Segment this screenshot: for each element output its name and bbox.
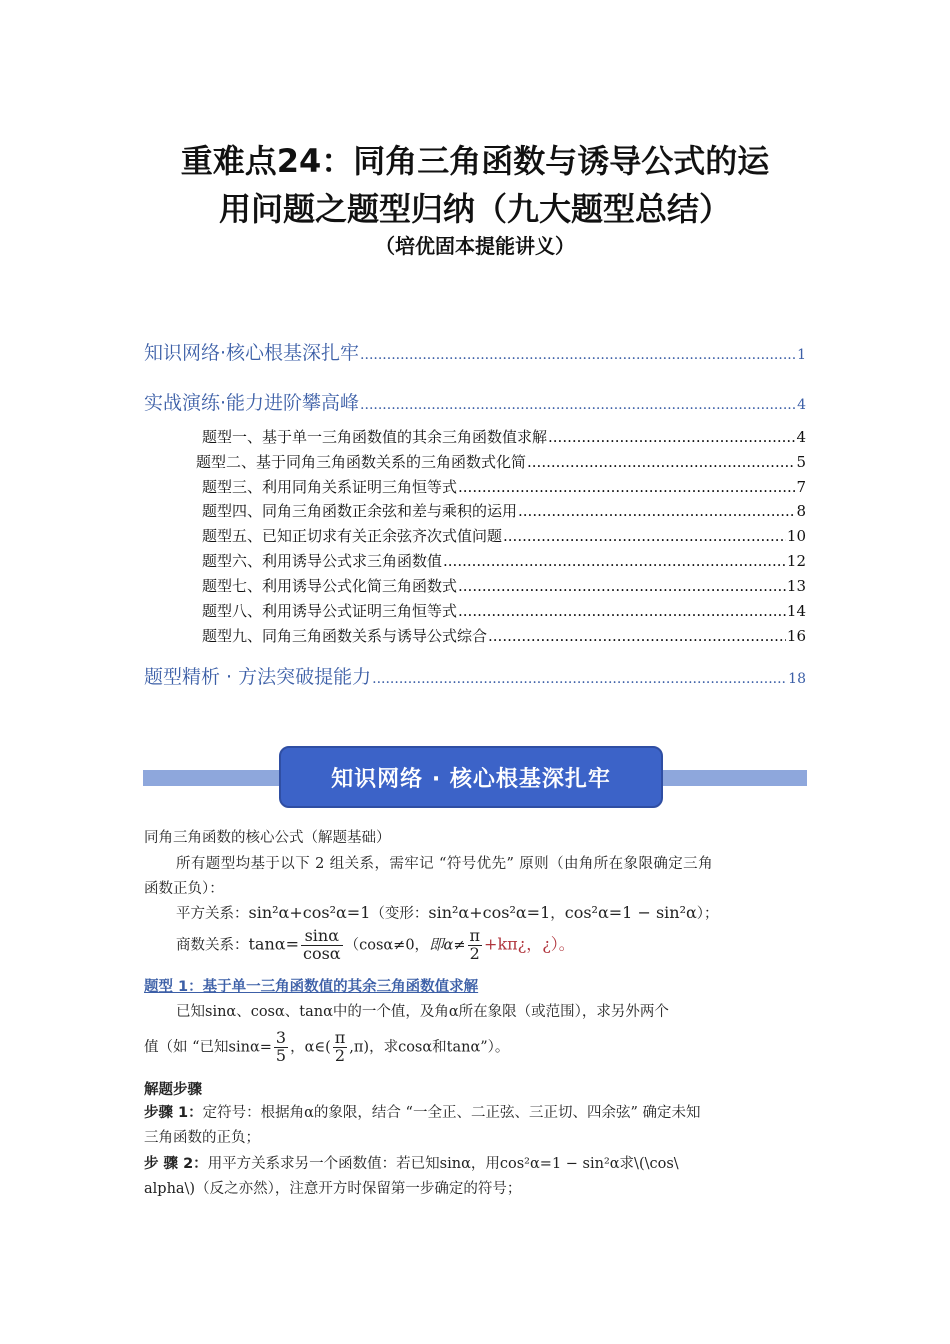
square-end: ）； (696, 906, 719, 922)
step2-line2: alpha\)（反之亦然），注意开方时保留第一步确定的符号； (144, 1181, 522, 1197)
intro-line: 所有题型均基于以下 2 组关系，需牢记 “符号优先” 原则（由角所在象限确定三角 (176, 856, 713, 872)
intro-heading: 同角三角函数的核心公式（解题基础） (144, 830, 391, 846)
toc-sub-text: 题型三、利用同角关系证明三角恒等式 (202, 478, 458, 496)
toc-sub-text: 题型四、同角三角函数正余弦和差与乘积的运用 (202, 502, 518, 520)
page-title-line2: 用问题之题型归纳（九大题型总结） (218, 190, 731, 228)
toc-sub-entry[interactable] (202, 600, 806, 621)
square-label: 平方关系： (176, 906, 249, 922)
toc-page-number: 4 (796, 428, 806, 446)
toc-sub-entry[interactable] (202, 525, 806, 546)
toc-page-number: 4 (797, 397, 806, 413)
step2-line1 (144, 1152, 679, 1173)
toc-sub-text: 题型二、基于同角三角函数关系的三角函数式化简 (196, 453, 527, 471)
toc-leader (443, 552, 786, 570)
quotient-relation (176, 928, 575, 963)
toc-sub-text: 题型一、基于单一三角函数值的其余三角函数值求解 (202, 428, 548, 446)
toc-page-number: 5 (796, 453, 806, 471)
type1-line2-c: ,π)，求cosα和tanα”）。 (349, 1039, 510, 1056)
step2-label: 步 骤 2： (144, 1156, 208, 1172)
toc-page-number: 16 (786, 627, 806, 645)
quot-condition: （cosα≠0， (344, 937, 430, 954)
two-denominator: 2 (334, 1045, 346, 1065)
quot-denominator: cosα (302, 943, 341, 963)
toc-sub-text: 题型五、已知正切求有关正余弦齐次式值问题 (202, 527, 503, 545)
toc-sub-text: 题型八、利用诱导公式证明三角恒等式 (202, 602, 458, 620)
toc-page-number: 13 (786, 577, 806, 595)
toc-leader (503, 527, 786, 545)
toc-sub-entry[interactable] (202, 575, 806, 596)
toc-sub-text: 题型九、同角三角函数关系与诱导公式综合 (202, 627, 488, 645)
toc-page-number: 18 (788, 671, 806, 687)
two-denominator: 2 (469, 943, 480, 963)
type1-line2 (144, 1030, 509, 1065)
quot-k-term: +kπ¿，¿）。 (484, 934, 575, 954)
toc-leader (458, 577, 786, 595)
toc-leader (527, 453, 795, 471)
toc-main-entry[interactable] (144, 388, 806, 415)
toc-main-text: 题型精析 · 方法突破提能力 (144, 666, 372, 688)
toc-main-entry[interactable] (144, 662, 806, 689)
square-formula: sin²α+cos²α=1 (248, 903, 371, 922)
page-subtitle: （培优固本提能讲义） (375, 234, 575, 258)
toc-sub-entry[interactable] (202, 625, 806, 646)
square-variant-1: sin²α+cos²α=1 (428, 903, 551, 922)
toc-page-number: 12 (786, 552, 806, 570)
square-variant-2: cos²α=1 − sin²α (564, 903, 697, 922)
quot-numerator: sinα (301, 928, 343, 946)
steps-heading: 解题步骤 (144, 1082, 202, 1098)
toc-page-number: 14 (786, 602, 806, 620)
toc-sub-entry[interactable] (202, 500, 806, 521)
type1-heading: 题型 1：基于单一三角函数值的其余三角函数值求解 (144, 979, 479, 995)
toc-sub-entry[interactable] (202, 426, 806, 447)
type1-line2-b: ，α∈( (290, 1039, 331, 1056)
toc-leader (360, 347, 796, 363)
toc-page-number: 7 (796, 478, 806, 496)
square-variant-label: （变形： (370, 906, 429, 922)
quot-fraction (301, 928, 343, 963)
quot-condition-2: 即α≠ (429, 937, 466, 954)
step2-text: 用平方关系求另一个函数值：若已知sinα，用cos²α=1 − sin²α求\(\cos\ (207, 1156, 679, 1172)
toc-leader (458, 602, 786, 620)
toc-main-entry[interactable] (144, 338, 806, 365)
toc-main-text: 实战演练·能力进阶攀高峰 (144, 392, 360, 414)
five-denominator: 5 (275, 1045, 287, 1065)
toc-page-number: 8 (796, 502, 806, 520)
pi-over-two (468, 928, 483, 963)
quot-label: 商数关系： (176, 937, 249, 954)
type1-line2-a: 值（如 “已知sinα= (144, 1039, 272, 1056)
three-fifths (274, 1030, 288, 1065)
intro-line: 函数正负）： (144, 881, 224, 897)
toc-leader (518, 502, 795, 520)
toc-sub-entry[interactable] (196, 451, 806, 472)
step1-line1 (144, 1101, 700, 1122)
pi-numerator: π (469, 926, 481, 945)
toc-sub-text: 题型六、利用诱导公式求三角函数值 (202, 552, 443, 570)
toc-leader (458, 478, 795, 496)
square-relation: 平方关系：sin²α+cos²α=1（变形：sin²α+cos²α=1，cos²α=1 − sin²α）； (176, 903, 719, 922)
toc-leader (372, 671, 787, 687)
toc-sub-entry[interactable] (202, 550, 806, 571)
pi-numerator: π (334, 1028, 346, 1047)
three-numerator: 3 (275, 1028, 287, 1047)
toc-page-number: 1 (797, 347, 806, 363)
toc-main-text: 知识网络·核心根基深扎牢 (144, 342, 360, 364)
step1-line2: 三角函数的正负； (144, 1130, 260, 1146)
type1-line1: 已知sinα、cosα、tanα中的一个值，及角α所在象限（或范围），求另外两个 (176, 1004, 669, 1020)
toc-leader (488, 627, 786, 645)
step1-text: 定符号：根据角α的象限，结合 “一全正、二正弦、三正切、四余弦” 确定未知 (202, 1105, 701, 1121)
toc-leader (360, 397, 796, 413)
toc-leader (548, 428, 795, 446)
page-title-line1: 重难点24：同角三角函数与诱导公式的运 (180, 142, 770, 180)
toc-sub-entry[interactable] (202, 476, 806, 497)
toc-sub-text: 题型七、利用诱导公式化简三角函数式 (202, 577, 458, 595)
quot-lhs: tanα= (248, 934, 299, 954)
pi-over-two (333, 1030, 348, 1065)
toc-page-number: 10 (786, 527, 806, 545)
section-banner: 知识网络 · 核心根基深扎牢 (279, 746, 663, 808)
step1-label: 步骤 1： (144, 1105, 203, 1121)
